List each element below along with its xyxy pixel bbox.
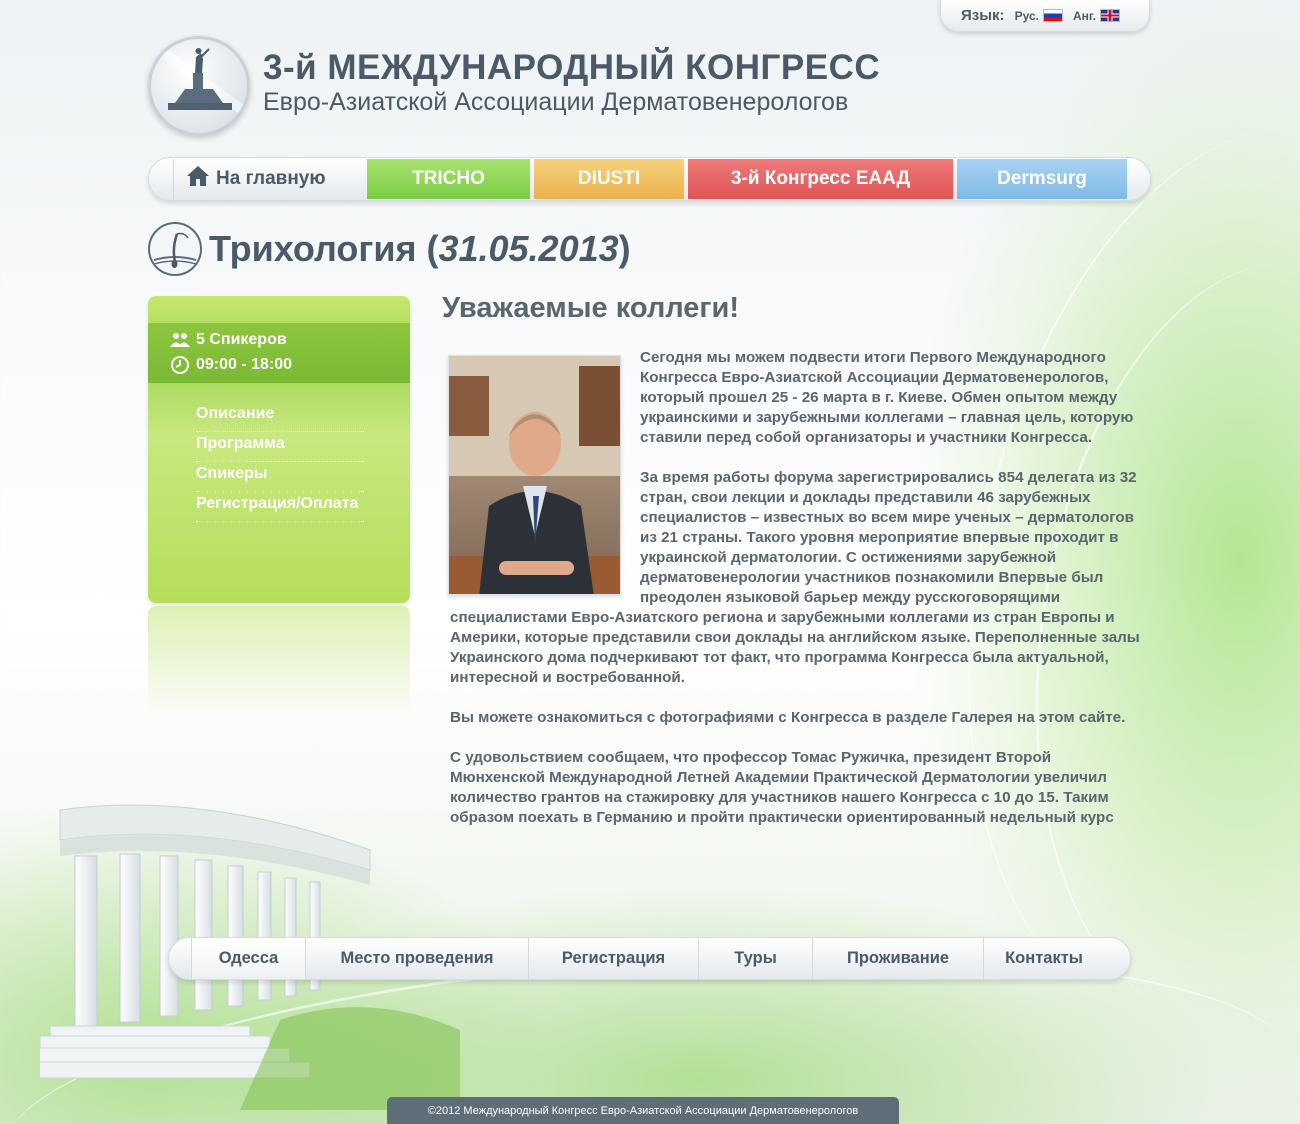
language-label: Язык: (961, 7, 1005, 24)
sidebar-item-program[interactable]: Программа (196, 432, 364, 462)
sidebar-item-description[interactable]: Описание (196, 402, 364, 432)
time-label: 09:00 - 18:00 (196, 356, 293, 373)
section-title-suffix: ) (618, 228, 631, 269)
bottom-nav-contacts[interactable]: Контакты (1005, 949, 1083, 967)
event-sidebar (148, 296, 410, 603)
page-subtitle: Евро-Азиатской Ассоциации Дерматовенерологов (263, 88, 849, 116)
clock-icon (170, 355, 190, 375)
nav-home-label: На главную (216, 168, 326, 189)
uk-flag-icon (1100, 9, 1120, 22)
bottom-navigation (168, 937, 1131, 980)
ru-flag-icon (1043, 9, 1063, 22)
language-option-label: Рус. (1014, 8, 1039, 23)
nav-dermsurg[interactable]: Dermsurg (957, 159, 1127, 199)
people-icon (170, 330, 190, 350)
speakers-label: 5 Спикеров (196, 331, 287, 348)
language-option-en[interactable] (1073, 9, 1120, 23)
article-paragraph: За время работы форума зарегистрировались 854 делегата из 32 стран, свои лекции и доклады представили 46 зарубежных специалистов – известных во всем мире ученых – дерматологов из 21 страны. Такого уровня мероприятие впервые проходит в украинской дерматологии. С остижениями зарубежной дерматовенерологии участников познакомили Впервые был преодолен языковой барьер между русскоговорящими специалистами Евро-Азиатского региона и зарубежными коллегами из стран Европы и Америки, которые представили свои доклады на английском языке. Переполненные залы Украинского дома подчеркивают тот факт, что программа Конгресса была актуальной, интересной и востребованной. (450, 469, 1140, 686)
language-selector (940, 0, 1150, 32)
bottom-nav-tours[interactable]: Туры (699, 938, 813, 979)
nav-congress[interactable]: 3-й Конгресс ЕААД (688, 159, 953, 199)
bottom-nav-registration[interactable]: Регистрация (529, 938, 699, 979)
article-paragraph: С удовольствием сообщаем, что профессор Томас Ружичка, президент Второй Мюнхенской Международной Летней Академии Практической Дерматологии увеличил количество грантов на стажировку для участников нашего Конгресса с 10 до 15. Таким образом поехать в Германию и пройти практически ориентированный недельный курс (450, 749, 1114, 826)
hair-follicle-icon (148, 222, 202, 276)
top-navigation (148, 157, 1151, 201)
event-time (170, 355, 292, 375)
language-option-ru[interactable] (1015, 9, 1063, 23)
bottom-nav-odessa[interactable]: Одесса (191, 938, 306, 979)
sidebar-item-speakers[interactable]: Спикеры (196, 462, 364, 492)
bottom-nav-accommodation[interactable]: Проживание (813, 938, 984, 979)
language-option-label: Анг. (1072, 8, 1096, 23)
article-paragraph: Вы можете ознакомиться с фотографиями с Конгресса в разделе Галерея на этом сайте. (450, 709, 1126, 726)
footer-copyright: ©2012 Международный Конгресс Евро-Азиатской Ассоциации Дерматовенерологов (387, 1097, 899, 1124)
nav-tricho[interactable]: TRICHO (367, 159, 530, 199)
sidebar-reflection (148, 606, 410, 716)
bottom-nav-venue[interactable]: Место проведения (306, 938, 529, 979)
section-title-text: Трихология ( (209, 228, 439, 269)
article-paragraph: Сегодня мы можем подвести итоги Первого Международного Конгресса Евро-Азиатской Ассоциации Дерматовенерологов, который прошел 25 - 26 марта в г. Киеве. Обмен опытом между украинскими и зарубежными коллегами – главная цель, которую ставили перед собой организаторы и участники Конгресса. (640, 349, 1134, 446)
home-icon (186, 165, 210, 193)
nav-diusti[interactable]: DIUSTI (534, 159, 684, 199)
section-title (209, 228, 631, 270)
monument-logo-icon[interactable] (148, 36, 250, 136)
sidebar-item-registration[interactable]: Регистрация/Оплата (196, 492, 364, 522)
speakers-count (170, 330, 287, 350)
page-title: 3-й МЕЖДУНАРОДНЫЙ КОНГРЕСС (263, 48, 881, 87)
section-date: 31.05.2013 (438, 228, 619, 269)
sidebar-menu (196, 402, 364, 522)
content-heading: Уважаемые коллеги! (442, 292, 739, 324)
nav-home[interactable] (173, 159, 365, 199)
article-text (450, 348, 1150, 848)
